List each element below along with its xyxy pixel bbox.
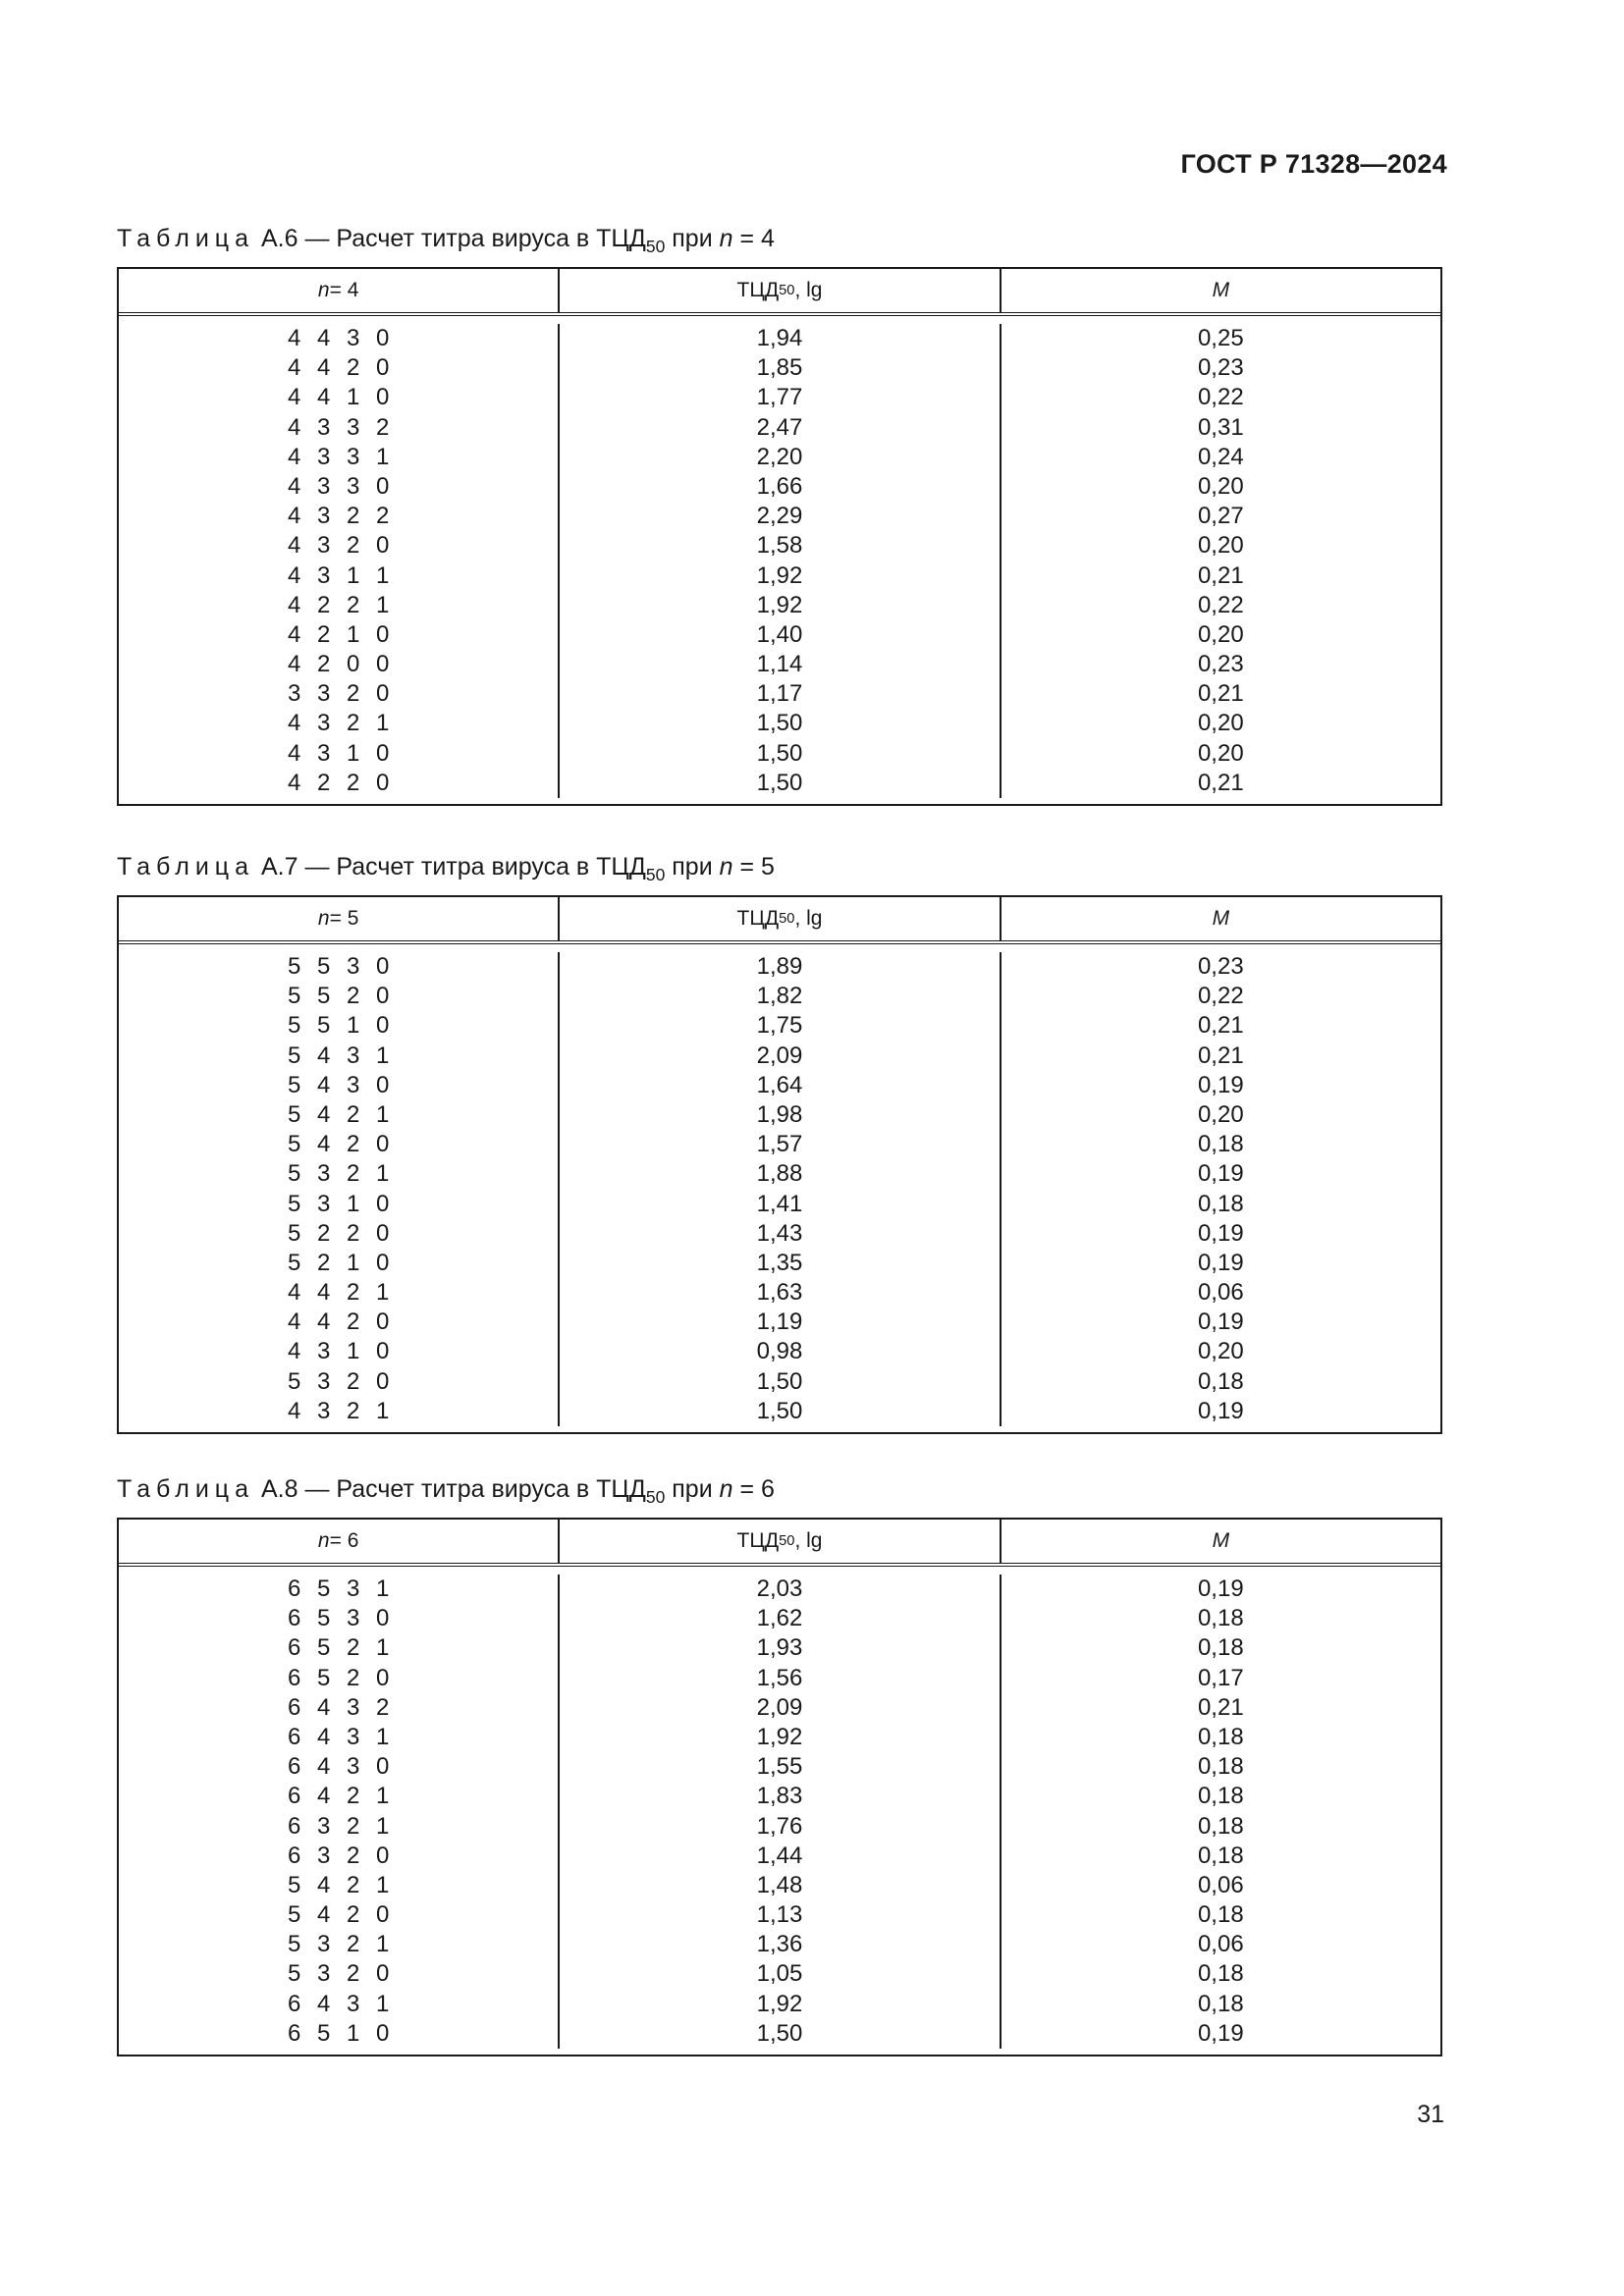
- cell-m-value: 0,19: [1197, 1308, 1244, 1336]
- column-m-values: [1000, 324, 1440, 798]
- caption-post: = 5: [732, 853, 775, 881]
- cell-titer: 1,75: [756, 1012, 803, 1040]
- cell-titer: 1,92: [756, 1990, 803, 2017]
- cell-m-value: 0,20: [1197, 532, 1244, 560]
- cell-combination: 4 3 1 0: [287, 739, 395, 767]
- cell-combination: 6 5 3 1: [287, 1575, 395, 1602]
- cell-combination: 6 4 3 1: [287, 1990, 395, 2017]
- cell-titer: 1,50: [756, 1367, 803, 1395]
- cell-titer: 1,19: [756, 1308, 803, 1336]
- cell-m-value: 0,18: [1197, 1367, 1244, 1395]
- cell-m-value: 0,18: [1197, 1990, 1244, 2017]
- header-n-var: n: [317, 279, 330, 301]
- cell-titer: 2,09: [756, 1693, 803, 1721]
- table-header-row: [119, 897, 1440, 944]
- cell-m-value: 0,18: [1197, 1960, 1244, 1988]
- cell-titer: 1,35: [756, 1249, 803, 1276]
- page-number: 31: [1417, 2101, 1444, 2128]
- cell-titer: 1,82: [756, 983, 803, 1010]
- table-caption: [117, 1474, 1442, 1518]
- cell-titer: 2,20: [756, 443, 803, 470]
- table-grid: [117, 267, 1442, 806]
- cell-m-value: 0,22: [1197, 384, 1244, 411]
- cell-m-value: 0,21: [1197, 1041, 1244, 1069]
- cell-m-value: 0,20: [1197, 1100, 1244, 1128]
- cell-combination: 4 4 2 0: [287, 354, 395, 382]
- cell-m-value: 0,20: [1197, 739, 1244, 767]
- cell-combination: 5 3 1 0: [287, 1190, 395, 1217]
- cell-titer: 1,13: [756, 1901, 803, 1929]
- cell-combination: 6 5 2 0: [287, 1664, 395, 1691]
- cell-titer: 1,76: [756, 1812, 803, 1840]
- column-m-values: [1000, 1575, 1440, 2049]
- document-code: ГОСТ Р 71328—2024: [1180, 149, 1447, 179]
- cell-combination: 5 4 2 0: [287, 1901, 395, 1929]
- header-n: [119, 1520, 558, 1563]
- cell-m-value: 0,18: [1197, 1812, 1244, 1840]
- caption-word: Таблица: [117, 225, 255, 252]
- cell-combination: 6 4 3 2: [287, 1693, 395, 1721]
- cell-combination: 4 4 2 0: [287, 1308, 395, 1336]
- cell-m-value: 0,18: [1197, 1842, 1244, 1869]
- cell-titer: 1,56: [756, 1664, 803, 1691]
- cell-combination: 4 2 2 1: [287, 591, 395, 618]
- cell-combination: 5 4 2 0: [287, 1131, 395, 1158]
- cell-combination: 5 4 2 1: [287, 1100, 395, 1128]
- cell-combination: 4 3 3 2: [287, 413, 395, 441]
- cell-combination: 4 2 1 0: [287, 620, 395, 648]
- header-titer-main: ТЦД: [736, 907, 780, 930]
- table-caption: [117, 224, 1442, 267]
- cell-m-value: 0,18: [1197, 1901, 1244, 1929]
- cell-m-value: 0,27: [1197, 503, 1244, 530]
- cell-titer: 1,50: [756, 1397, 803, 1424]
- cell-combination: 6 4 3 0: [287, 1753, 395, 1781]
- cell-titer: 1,89: [756, 953, 803, 980]
- caption-variable: n: [719, 225, 733, 252]
- header-n: [119, 897, 558, 940]
- cell-m-value: 0,21: [1197, 561, 1244, 589]
- cell-combination: 6 4 3 1: [287, 1723, 395, 1750]
- cell-titer: 1,62: [756, 1605, 803, 1632]
- cell-titer: 1,92: [756, 1723, 803, 1750]
- cell-titer: 1,85: [756, 354, 803, 382]
- cell-m-value: 0,31: [1197, 413, 1244, 441]
- header-m: [1000, 1520, 1440, 1563]
- cell-m-value: 0,19: [1197, 1071, 1244, 1098]
- header-titer-sub: 50: [779, 1533, 795, 1549]
- cell-titer: 1,40: [756, 620, 803, 648]
- cell-combination: 5 5 2 0: [287, 983, 395, 1010]
- header-n-var: n: [317, 907, 330, 930]
- cell-m-value: 0,19: [1197, 1249, 1244, 1276]
- cell-m-value: 0,18: [1197, 1723, 1244, 1750]
- cell-titer: 1,92: [756, 561, 803, 589]
- column-combinations: [119, 324, 558, 798]
- cell-combination: 4 3 3 0: [287, 472, 395, 500]
- cell-m-value: 0,06: [1197, 1931, 1244, 1958]
- cell-combination: 5 3 2 1: [287, 1931, 395, 1958]
- cell-titer: 1,63: [756, 1279, 803, 1307]
- cell-m-value: 0,20: [1197, 620, 1244, 648]
- table-header-row: [119, 269, 1440, 316]
- cell-titer: 1,17: [756, 680, 803, 708]
- table-body: [119, 1567, 1440, 2055]
- header-n: [119, 269, 558, 312]
- cell-combination: 4 3 2 2: [287, 503, 395, 530]
- cell-combination: 6 5 1 0: [287, 2019, 395, 2047]
- cell-combination: 4 2 2 0: [287, 769, 395, 796]
- caption-text: А.6 — Расчет титра вируса в ТЦД: [260, 225, 646, 252]
- cell-titer: 1,36: [756, 1931, 803, 1958]
- cell-titer: 2,09: [756, 1041, 803, 1069]
- cell-titer: 2,47: [756, 413, 803, 441]
- cell-m-value: 0,23: [1197, 953, 1244, 980]
- cell-m-value: 0,23: [1197, 354, 1244, 382]
- cell-combination: 3 3 2 0: [287, 680, 395, 708]
- cell-m-value: 0,22: [1197, 983, 1244, 1010]
- caption-word: Таблица: [117, 853, 255, 881]
- caption-text: А.8 — Расчет титра вируса в ТЦД: [260, 1475, 646, 1503]
- caption-pre: при: [665, 225, 720, 252]
- cell-combination: 6 3 2 1: [287, 1812, 395, 1840]
- header-titer-rest: , lg: [794, 1529, 823, 1552]
- cell-m-value: 0,22: [1197, 591, 1244, 618]
- column-titers: [558, 1575, 999, 2049]
- caption-variable: n: [719, 853, 733, 881]
- header-titer-main: ТЦД: [736, 279, 780, 301]
- table-body: [119, 316, 1440, 804]
- table-grid: [117, 1518, 1442, 2056]
- caption-pre: при: [665, 853, 720, 881]
- cell-m-value: 0,18: [1197, 1753, 1244, 1781]
- cell-m-value: 0,23: [1197, 651, 1244, 678]
- cell-combination: 4 3 3 1: [287, 443, 395, 470]
- header-titer-rest: , lg: [794, 279, 823, 301]
- cell-m-value: 0,19: [1197, 1219, 1244, 1247]
- cell-titer: 1,98: [756, 1100, 803, 1128]
- table-caption: [117, 852, 1442, 895]
- table-a7: [117, 852, 1442, 1434]
- column-titers: [558, 952, 999, 1426]
- cell-m-value: 0,21: [1197, 1693, 1244, 1721]
- cell-m-value: 0,19: [1197, 1397, 1244, 1424]
- cell-titer: 1,57: [756, 1131, 803, 1158]
- cell-m-value: 0,06: [1197, 1871, 1244, 1898]
- caption-variable: n: [719, 1475, 733, 1503]
- header-n-rest: = 4: [329, 279, 359, 301]
- caption-subscript: 50: [645, 1487, 666, 1508]
- cell-titer: 0,98: [756, 1338, 803, 1365]
- cell-titer: 1,55: [756, 1753, 803, 1781]
- cell-m-value: 0,21: [1197, 769, 1244, 796]
- cell-titer: 2,03: [756, 1575, 803, 1602]
- table-header-row: [119, 1520, 1440, 1567]
- cell-m-value: 0,18: [1197, 1634, 1244, 1662]
- cell-titer: 1,77: [756, 384, 803, 411]
- cell-m-value: 0,06: [1197, 1279, 1244, 1307]
- caption-post: = 6: [732, 1475, 775, 1503]
- cell-m-value: 0,17: [1197, 1664, 1244, 1691]
- cell-titer: 1,94: [756, 325, 803, 351]
- cell-combination: 5 3 2 1: [287, 1160, 395, 1188]
- cell-m-value: 0,25: [1197, 325, 1244, 351]
- cell-combination: 5 5 1 0: [287, 1012, 395, 1040]
- cell-combination: 4 3 1 1: [287, 561, 395, 589]
- cell-titer: 1,64: [756, 1071, 803, 1098]
- header-n-rest: = 5: [329, 907, 359, 930]
- cell-titer: 1,50: [756, 739, 803, 767]
- cell-titer: 1,43: [756, 1219, 803, 1247]
- header-titer-sub: 50: [779, 283, 795, 298]
- column-m-values: [1000, 952, 1440, 1426]
- cell-combination: 5 3 2 0: [287, 1960, 395, 1988]
- table-a6: [117, 224, 1442, 806]
- cell-combination: 4 4 3 0: [287, 325, 395, 351]
- header-m-label: M: [1212, 279, 1230, 301]
- cell-combination: 4 2 0 0: [287, 651, 395, 678]
- cell-combination: 5 5 3 0: [287, 953, 395, 980]
- cell-m-value: 0,21: [1197, 1012, 1244, 1040]
- cell-combination: 6 5 3 0: [287, 1605, 395, 1632]
- column-combinations: [119, 1575, 558, 2049]
- cell-m-value: 0,24: [1197, 443, 1244, 470]
- caption-word: Таблица: [117, 1475, 255, 1503]
- cell-combination: 4 3 2 0: [287, 532, 395, 560]
- cell-combination: 4 4 2 1: [287, 1279, 395, 1307]
- header-n-var: n: [317, 1529, 330, 1552]
- header-n-rest: = 6: [329, 1529, 359, 1552]
- cell-titer: 1,93: [756, 1634, 803, 1662]
- cell-titer: 1,50: [756, 2019, 803, 2047]
- caption-subscript: 50: [645, 237, 666, 257]
- cell-m-value: 0,19: [1197, 2019, 1244, 2047]
- cell-combination: 4 3 2 1: [287, 1397, 395, 1424]
- cell-combination: 4 4 1 0: [287, 384, 395, 411]
- header-titer-main: ТЦД: [736, 1529, 780, 1552]
- cell-titer: 1,83: [756, 1783, 803, 1810]
- header-titer-rest: , lg: [794, 907, 823, 930]
- table-a8: [117, 1474, 1442, 2056]
- caption-subscript: 50: [645, 865, 666, 885]
- cell-m-value: 0,18: [1197, 1131, 1244, 1158]
- cell-m-value: 0,19: [1197, 1160, 1244, 1188]
- cell-combination: 5 2 1 0: [287, 1249, 395, 1276]
- cell-titer: 2,29: [756, 503, 803, 530]
- header-m-label: M: [1212, 1529, 1230, 1552]
- cell-combination: 4 3 1 0: [287, 1338, 395, 1365]
- column-combinations: [119, 952, 558, 1426]
- cell-titer: 1,50: [756, 769, 803, 796]
- cell-combination: 6 5 2 1: [287, 1634, 395, 1662]
- caption-post: = 4: [732, 225, 775, 252]
- header-titer-sub: 50: [779, 911, 795, 927]
- cell-combination: 5 4 2 1: [287, 1871, 395, 1898]
- header-m: [1000, 897, 1440, 940]
- table-grid: [117, 895, 1442, 1434]
- cell-m-value: 0,18: [1197, 1190, 1244, 1217]
- cell-combination: 6 4 2 1: [287, 1783, 395, 1810]
- cell-combination: 5 4 3 1: [287, 1041, 395, 1069]
- cell-titer: 1,41: [756, 1190, 803, 1217]
- cell-titer: 1,50: [756, 710, 803, 737]
- cell-m-value: 0,20: [1197, 1338, 1244, 1365]
- cell-m-value: 0,18: [1197, 1605, 1244, 1632]
- cell-combination: 4 3 2 1: [287, 710, 395, 737]
- cell-titer: 1,44: [756, 1842, 803, 1869]
- cell-titer: 1,58: [756, 532, 803, 560]
- cell-titer: 1,88: [756, 1160, 803, 1188]
- cell-m-value: 0,20: [1197, 472, 1244, 500]
- header-titer: [558, 1520, 999, 1563]
- cell-combination: 5 3 2 0: [287, 1367, 395, 1395]
- caption-text: А.7 — Расчет титра вируса в ТЦД: [260, 853, 646, 881]
- cell-m-value: 0,19: [1197, 1575, 1244, 1602]
- cell-titer: 1,66: [756, 472, 803, 500]
- cell-m-value: 0,21: [1197, 680, 1244, 708]
- column-titers: [558, 324, 999, 798]
- cell-titer: 1,05: [756, 1960, 803, 1988]
- header-m-label: M: [1212, 907, 1230, 930]
- cell-titer: 1,48: [756, 1871, 803, 1898]
- cell-m-value: 0,20: [1197, 710, 1244, 737]
- cell-titer: 1,14: [756, 651, 803, 678]
- header-m: [1000, 269, 1440, 312]
- cell-combination: 6 3 2 0: [287, 1842, 395, 1869]
- cell-combination: 5 4 3 0: [287, 1071, 395, 1098]
- cell-titer: 1,92: [756, 591, 803, 618]
- header-titer: [558, 269, 999, 312]
- cell-m-value: 0,18: [1197, 1783, 1244, 1810]
- table-body: [119, 944, 1440, 1432]
- cell-combination: 5 2 2 0: [287, 1219, 395, 1247]
- header-titer: [558, 897, 999, 940]
- caption-pre: при: [665, 1475, 720, 1503]
